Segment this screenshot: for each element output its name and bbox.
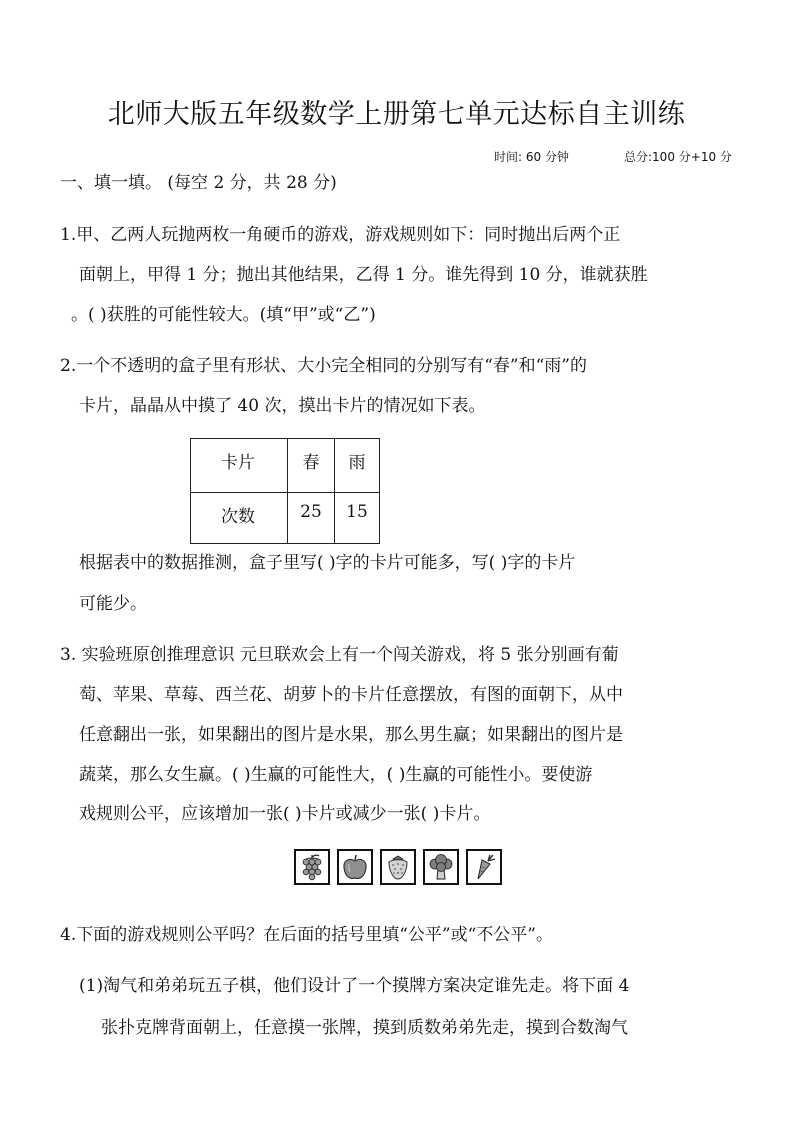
table-row [191,493,380,544]
time-info: 时间: 60 分钟 [494,150,569,164]
strawberry-card [380,849,416,885]
q4-sub1-line-1: (1)淘气和弟弟玩五子棋，他们设计了一个摸牌方案决定谁先走。将下面 4 [79,976,630,996]
card-count-table [190,438,380,544]
carrot-card [466,849,502,885]
q3-line-5: 戏规则公平，应该增加一张( )卡片或减少一张( )卡片。 [79,804,491,824]
table-header-card: 卡片 [221,453,255,473]
grape-card [294,849,330,885]
grape-icon [297,852,327,882]
table-header-spring: 春 [302,453,320,473]
broccoli-icon [426,852,456,882]
score-info: 总分:100 分+10 分 [624,150,732,164]
q2-after-line-2: 可能少。 [79,594,147,614]
table-header-rain: 雨 [348,453,366,473]
table-cell-spring: 25 [300,502,322,522]
broccoli-card [423,849,459,885]
apple-card [337,849,373,885]
table-row-label: 次数 [221,507,255,527]
q2-line-1: 2.一个不透明的盒子里有形状、大小完全相同的分别写有“春”和“雨”的 [60,356,587,376]
q1-line-2: 面朝上，甲得 1 分；抛出其他结果，乙得 1 分。谁先得到 10 分，谁就获胜 [79,265,648,285]
q3-line-2: 萄、苹果、草莓、西兰花、胡萝卜的卡片任意摆放，有图的面朝下，从中 [79,685,623,705]
apple-icon [340,852,370,882]
q4-sub1-line-2: 张扑克牌背面朝上，任意摸一张牌，摸到质数弟弟先走，摸到合数淘气 [101,1018,628,1038]
picture-cards [294,849,502,885]
q3-line-3: 任意翻出一张，如果翻出的图片是水果，那么男生赢；如果翻出的图片是 [79,725,623,745]
q1-line-1: 1.甲、乙两人玩抛两枚一角硬币的游戏，游戏规则如下：同时抛出后两个正 [60,225,621,245]
q3-line-4: 蔬菜，那么女生赢。( )生赢的可能性大，( )生赢的可能性小。要使游 [79,765,593,785]
carrot-icon [469,852,499,882]
q2-after-line-1: 根据表中的数据推测，盒子里写( )字的卡片可能多，写( )字的卡片 [79,553,576,573]
strawberry-icon [383,852,413,882]
page-title: 北师大版五年级数学上册第七单元达标自主训练 [107,99,686,130]
q3-line-1: 3. 实验班原创推理意识 元旦联欢会上有一个闯关游戏，将 5 张分别画有葡 [60,645,619,665]
table-cell-rain: 15 [346,502,368,522]
table-row [191,439,380,493]
section-heading: 一、填一填。 (每空 2 分，共 28 分) [60,173,337,193]
q1-line-3: 。( )获胜的可能性较大。(填“甲”或“乙”) [71,305,376,325]
q4-line-1: 4.下面的游戏规则公平吗？在后面的括号里填“公平”或“不公平”。 [60,925,553,945]
q2-line-2: 卡片，晶晶从中摸了 40 次，摸出卡片的情况如下表。 [79,396,486,416]
